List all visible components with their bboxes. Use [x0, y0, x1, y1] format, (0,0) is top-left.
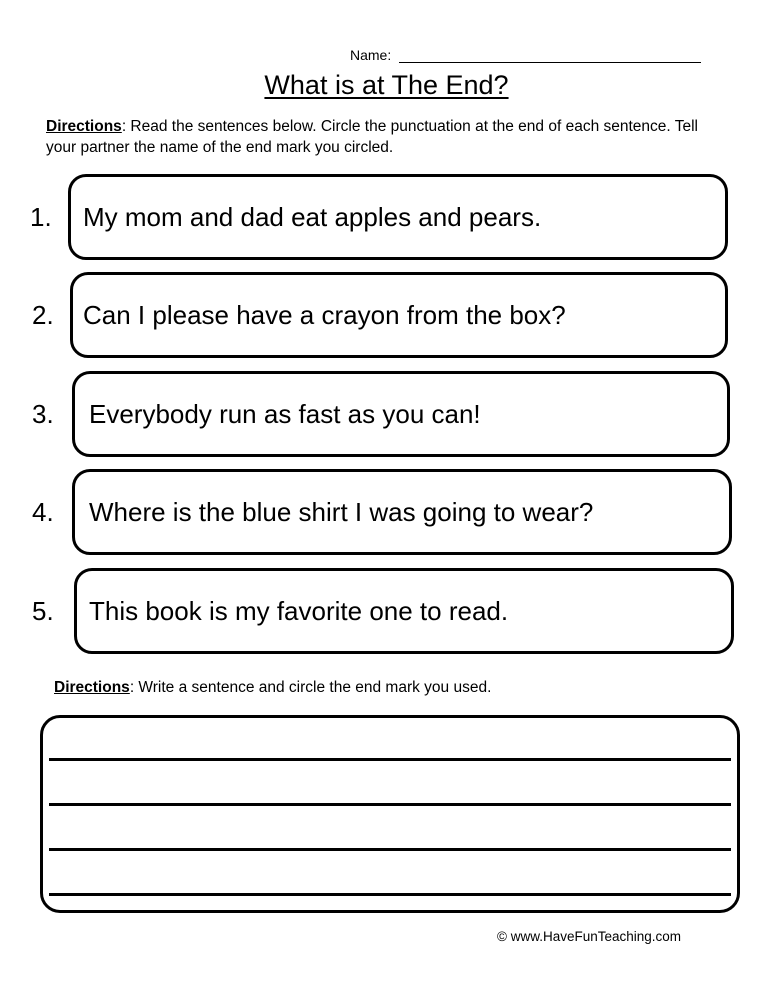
sentence-text: This book is my favorite one to read.: [89, 595, 509, 626]
item-number: 2.: [32, 299, 54, 330]
name-label: Name:: [350, 47, 392, 63]
sentence-text: Everybody run as fast as you can!: [89, 398, 481, 429]
item-number: 1.: [30, 201, 52, 232]
sentence-item: [32, 469, 732, 555]
directions-bottom: [54, 677, 734, 698]
sentence-text: My mom and dad eat apples and pears.: [83, 201, 542, 232]
item-number: 5.: [32, 595, 54, 626]
directions-label: Directions: [54, 679, 130, 696]
sentence-item: [32, 371, 730, 457]
page-title: What is at The End?: [264, 70, 509, 100]
writing-line[interactable]: [49, 803, 731, 806]
sentence-box[interactable]: [72, 371, 730, 457]
sentence-text: Where is the blue shirt I was going to wear?: [89, 496, 594, 527]
writing-line[interactable]: [49, 893, 731, 896]
sentence-item: [30, 174, 728, 260]
item-number: 4.: [32, 496, 54, 527]
sentence-box[interactable]: [68, 174, 728, 260]
sentence-box[interactable]: [70, 272, 728, 358]
sentence-item: [32, 272, 728, 358]
writing-box[interactable]: [40, 715, 740, 913]
sentence-box[interactable]: [74, 568, 734, 654]
copyright-text: © www.HaveFunTeaching.com: [497, 929, 682, 944]
sentence-item: [32, 568, 734, 654]
directions-top: [46, 116, 726, 158]
writing-line[interactable]: [49, 758, 731, 761]
directions-text: : Read the sentences below. Circle the punctuation at the end of each sentence. Tell your partner the name of the end mark you circled.: [46, 118, 698, 156]
directions-label: Directions: [46, 118, 122, 135]
sentence-text: Can I please have a crayon from the box?: [83, 299, 566, 330]
item-number: 3.: [32, 398, 54, 429]
sentence-box[interactable]: [72, 469, 732, 555]
name-write-line[interactable]: [399, 46, 701, 63]
directions-text: : Write a sentence and circle the end mark you used.: [129, 679, 492, 696]
name-field: [350, 46, 701, 63]
writing-line[interactable]: [49, 848, 731, 851]
